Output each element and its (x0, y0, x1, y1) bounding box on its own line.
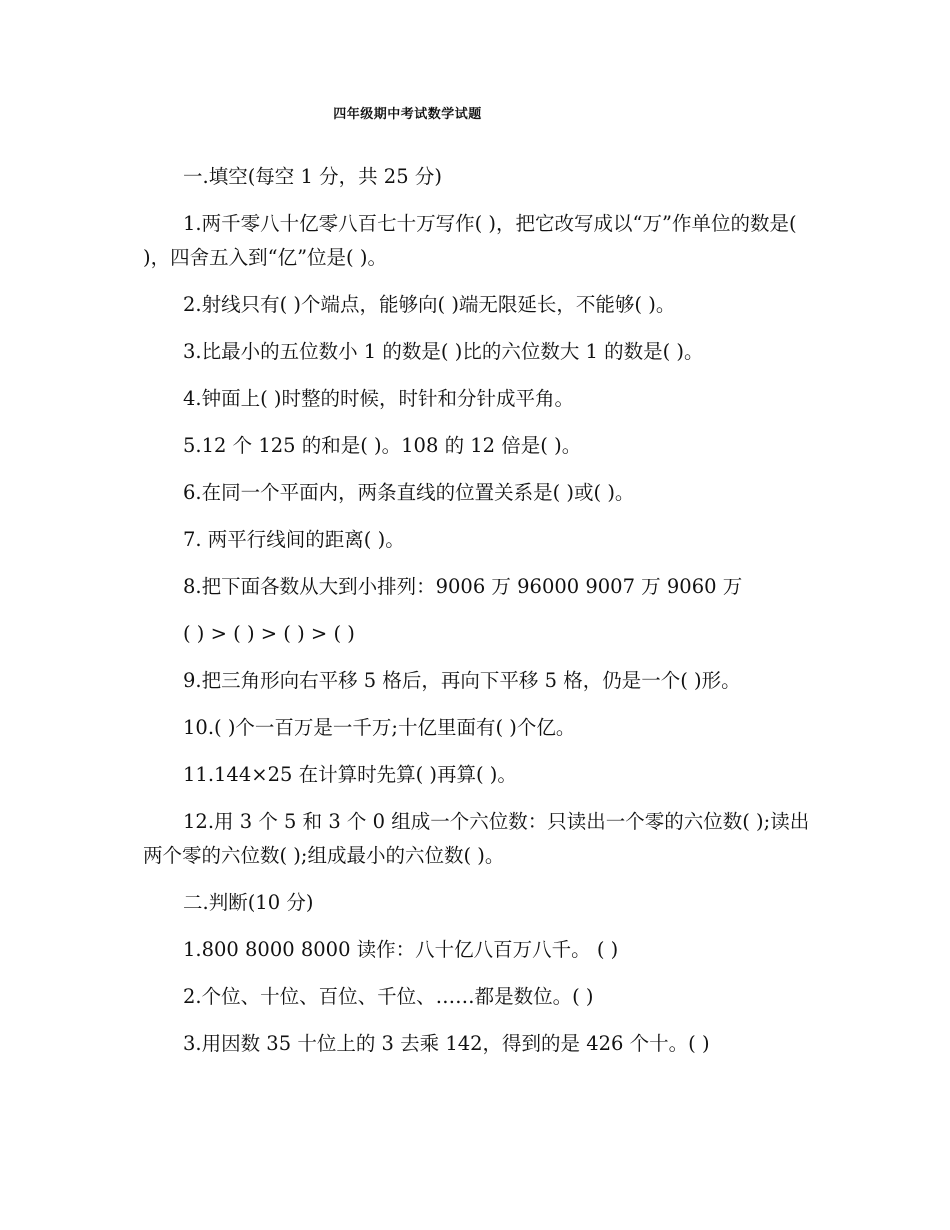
question-fill-11: 11.144×25 在计算时先算( )再算( )。 (183, 763, 517, 786)
section-heading-fill-in: 一.填空(每空 1 分，共 25 分) (183, 165, 442, 188)
question-fill-6: 6.在同一个平面内，两条直线的位置关系是( )或( )。 (183, 481, 635, 504)
question-judge-3: 3.用因数 35 十位上的 3 去乘 142，得到的是 426 个十。( ) (183, 1032, 710, 1055)
question-fill-4: 4.钟面上( )时整的时候，时针和分针成平角。 (183, 387, 575, 410)
question-judge-2: 2.个位、十位、百位、千位、……都是数位。( ) (183, 985, 594, 1008)
question-fill-7: 7. 两平行线间的距离( )。 (183, 528, 405, 551)
question-fill-8: 8.把下面各数从大到小排列：9006 万 96000 9007 万 9060 万 (183, 575, 743, 598)
section-heading-judge: 二.判断(10 分) (183, 891, 314, 914)
question-fill-2: 2.射线只有( )个端点，能够向( )端无限延长，不能够( )。 (183, 293, 676, 316)
question-fill-3: 3.比最小的五位数小 1 的数是( )比的六位数大 1 的数是( )。 (183, 340, 704, 363)
question-fill-9: 9.把三角形向右平移 5 格后，再向下平移 5 格，仍是一个( )形。 (183, 669, 741, 692)
question-fill-12: 12.用 3 个 5 和 3 个 0 组成一个六位数：只读出一个零的六位数( );读出两个零的六位数( );组成最小的六位数( )。 (143, 810, 810, 867)
document-body (143, 160, 813, 1074)
question-fill-1: 1.两千零八十亿零八百七十万写作( )，把它改写成以“万”作单位的数是( )，四舍五入到“亿”位是( )。 (143, 212, 797, 269)
question-fill-10: 10.( )个一百万是一千万;十亿里面有( )个亿。 (183, 716, 576, 739)
question-fill-5: 5.12 个 125 的和是( )。108 的 12 倍是( )。 (183, 434, 582, 457)
question-judge-1: 1.800 8000 8000 读作：八十亿八百万八千。 ( ) (183, 938, 619, 961)
document-title: 四年级期中考试数学试题 (333, 107, 482, 122)
question-fill-8-answer-row: ( ) > ( ) > ( ) > ( ) (183, 622, 355, 645)
